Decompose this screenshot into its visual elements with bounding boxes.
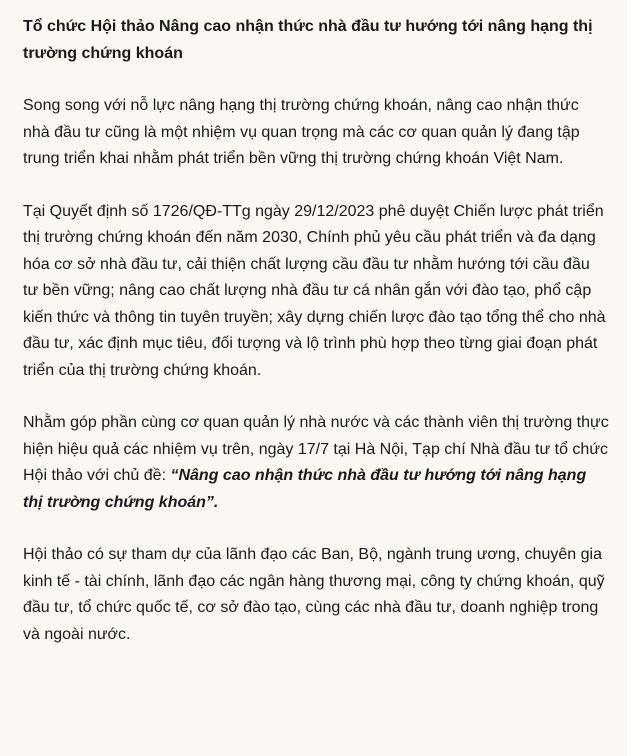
- paragraph-workshop-intro-text: Nhằm góp phần cùng cơ quan quản lý nhà nước và các thành viên thị trường thực hiện hiệu quả các nhiệm vụ trên, ngày 17/7 tại Hà Nội, Tạp chí Nhà đầu tư tổ chức Hội thảo với chủ đề:: [23, 414, 609, 484]
- article-heading: Tổ chức Hội thảo Nâng cao nhận thức nhà đầu tư hướng tới nâng hạng thị trường chứng khoán: [23, 18, 593, 62]
- paragraph-attendees: Hội thảo có sự tham dự của lãnh đạo các Ban, Bộ, ngành trung ương, chuyên gia kinh tế - tài chính, lãnh đạo các ngân hàng thương mại, công ty chứng khoán, quỹ đầu tư, tổ chức quốc tế, cơ sở đào tạo, cùng các nhà đầu tư, doanh nghiệp trong và ngoài nước.: [23, 546, 605, 643]
- paragraph-intro: Song song với nỗ lực nâng hạng thị trường chứng khoán, nâng cao nhận thức nhà đầu tư cũng là một nhiệm vụ quan trọng mà các cơ quan quản lý đang tập trung triển khai nhằm phát triển bền vững thị trường chứng khoán Việt Nam.: [23, 97, 580, 167]
- workshop-theme-quote: “Nâng cao nhận thức nhà đầu tư hướng tới nâng hạng thị trường chứng khoán”.: [23, 467, 587, 511]
- paragraph-decision: Tại Quyết định số 1726/QĐ-TTg ngày 29/12/2023 phê duyệt Chiến lược phát triển thị trường chứng khoán đến năm 2030, Chính phủ yêu cầu phát triển và đa dạng hóa cơ sở nhà đầu tư, cải thiện chất lượng cầu đầu tư nhằm hướng tới cầu đầu tư bền vững; nâng cao chất lượng nhà đầu tư cá nhân gắn với đào tạo, phổ cập kiến thức và thông tin tuyên truyền; xây dựng chiến lược đào tạo tổng thể cho nhà đầu tư, xác định mục tiêu, đối tượng và lộ trình phù hợp theo từng giai đoạn phát triển của thị trường chứng khoán.: [23, 202, 606, 379]
- paragraph-workshop-theme: [23, 410, 609, 516]
